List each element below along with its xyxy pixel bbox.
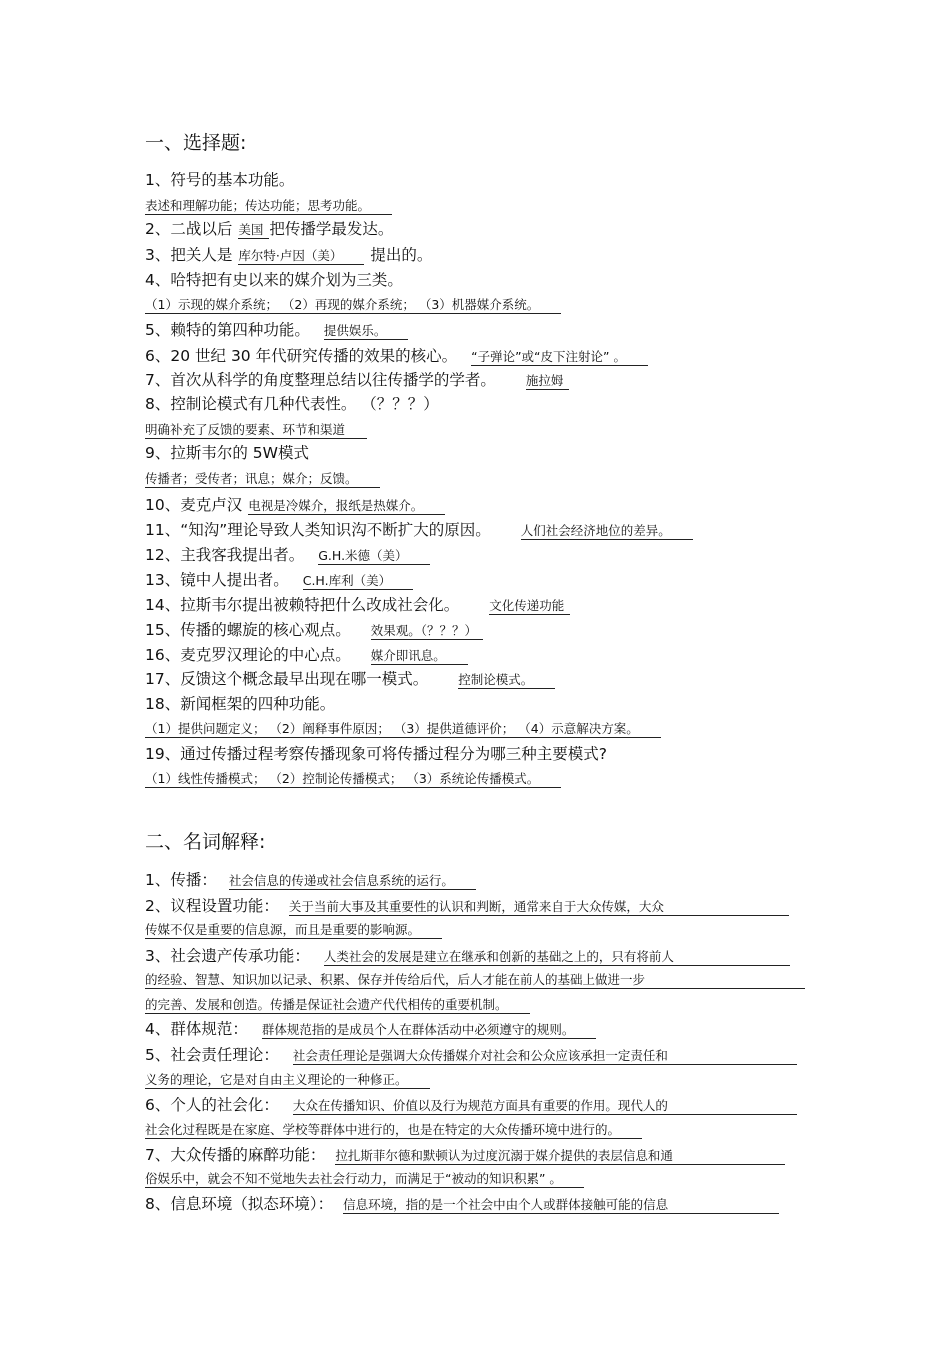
question-12: 12、主我客我提出者。 G.H.米德（美）: [145, 545, 430, 565]
question-1: 1、符号的基本功能。: [145, 171, 295, 189]
term-3-cont-2: 的完善、发展和创造。传播是保证社会遗产代代相传的重要机制。: [145, 994, 530, 1014]
answer-4: （1）示现的媒介系统； （2）再现的媒介系统； （3）机器媒介系统。: [145, 294, 561, 314]
question-4: 4、哈特把有史以来的媒介划为三类。: [145, 271, 403, 289]
term-2: 2、议程设置功能： 关于当前大事及其重要性的认识和判断，通常来自于大众传媒，大众: [145, 896, 789, 916]
answer-19: （1）线性传播模式； （2）控制论传播模式； （3）系统论传播模式。: [145, 768, 561, 788]
section-title-terms: 二、名词解释:: [145, 831, 266, 853]
question-6: 6、20 世纪 30 年代研究传播的效果的核心。 “子弹论”或“皮下注射论” 。: [145, 346, 648, 366]
question-14: 14、拉斯韦尔提出被赖特把什么改成社会化。 文化传递功能: [145, 595, 570, 615]
question-2: 2、二战以后 美国 把传播学最发达。: [145, 220, 394, 238]
answer-18: （1）提供问题定义； （2）阐释事件原因； （3）提供道德评价； （4）示意解决方案。: [145, 718, 661, 738]
question-5: 5、赖特的第四种功能。 提供娱乐。: [145, 320, 408, 340]
term-5-cont: 义务的理论，它是对自由主义理论的一种修正。: [145, 1069, 430, 1089]
question-7: 7、首次从科学的角度整理总结以往传播学的学者。 施拉姆: [145, 370, 569, 390]
term-3: 3、社会遗产传承功能： 人类社会的发展是建立在继承和创新的基础之上的，只有将前人: [145, 946, 790, 966]
term-3-cont-1: 的经验、智慧、知识加以记录、积累、保存并传给后代，后人才能在前人的基础上做进一步: [145, 969, 805, 989]
term-6: 6、个人的社会化： 大众在传播知识、价值以及行为规范方面具有重要的作用。现代人的: [145, 1095, 797, 1115]
question-9: 9、拉斯韦尔的 5W模式: [145, 444, 309, 462]
question-16: 16、麦克罗汉理论的中心点。 媒介即讯息。: [145, 645, 468, 665]
question-19: 19、通过传播过程考察传播现象可将传播过程分为哪三种主要模式?: [145, 745, 607, 763]
answer-1: 表述和理解功能；传达功能；思考功能。: [145, 195, 392, 215]
question-10: 10、麦克卢汉 电视是冷媒介，报纸是热媒介。: [145, 495, 445, 515]
term-8: 8、信息环境（拟态环境）： 信息环境，指的是一个社会中由个人或群体接触可能的信息: [145, 1194, 779, 1214]
term-5: 5、社会责任理论： 社会责任理论是强调大众传播媒介对社会和公众应该承担一定责任和: [145, 1045, 797, 1065]
question-18: 18、新闻框架的四种功能。: [145, 695, 336, 713]
term-7-cont: 俗娱乐中，就会不知不觉地失去社会行动力，而满足于“被动的知识积累” 。: [145, 1168, 584, 1188]
section-title-choice: 一、选择题:: [145, 132, 247, 154]
answer-9: 传播者；受传者；讯息；媒介；反馈。: [145, 468, 380, 488]
question-15: 15、传播的螺旋的核心观点。 效果观。（？？？）: [145, 620, 483, 640]
question-13: 13、镜中人提出者。 C.H.库利（美）: [145, 570, 413, 590]
answer-8: 明确补充了反馈的要素、环节和渠道: [145, 419, 367, 439]
term-1: 1、传播： 社会信息的传递或社会信息系统的运行。: [145, 870, 476, 890]
question-17: 17、反馈这个概念最早出现在哪一模式。 控制论模式。: [145, 669, 555, 689]
term-2-cont: 传媒不仅是重要的信息源，而且是重要的影响源。: [145, 919, 442, 939]
question-3: 3、把关人是 库尔特·卢因（美） 提出的。: [145, 246, 433, 264]
question-8: 8、控制论模式有几种代表性。 （？？？）: [145, 395, 439, 413]
term-4: 4、群体规范： 群体规范指的是成员个人在群体活动中必须遵守的规则。: [145, 1019, 596, 1039]
term-6-cont: 社会化过程既是在家庭、学校等群体中进行的，也是在特定的大众传播环境中进行的。: [145, 1119, 642, 1139]
question-11: 11、“知沟”理论导致人类知识沟不断扩大的原因。 人们社会经济地位的差异。: [145, 520, 693, 540]
term-7: 7、大众传播的麻醉功能： 拉扎斯菲尔德和默顿认为过度沉溺于媒介提供的表层信息和通: [145, 1145, 785, 1165]
